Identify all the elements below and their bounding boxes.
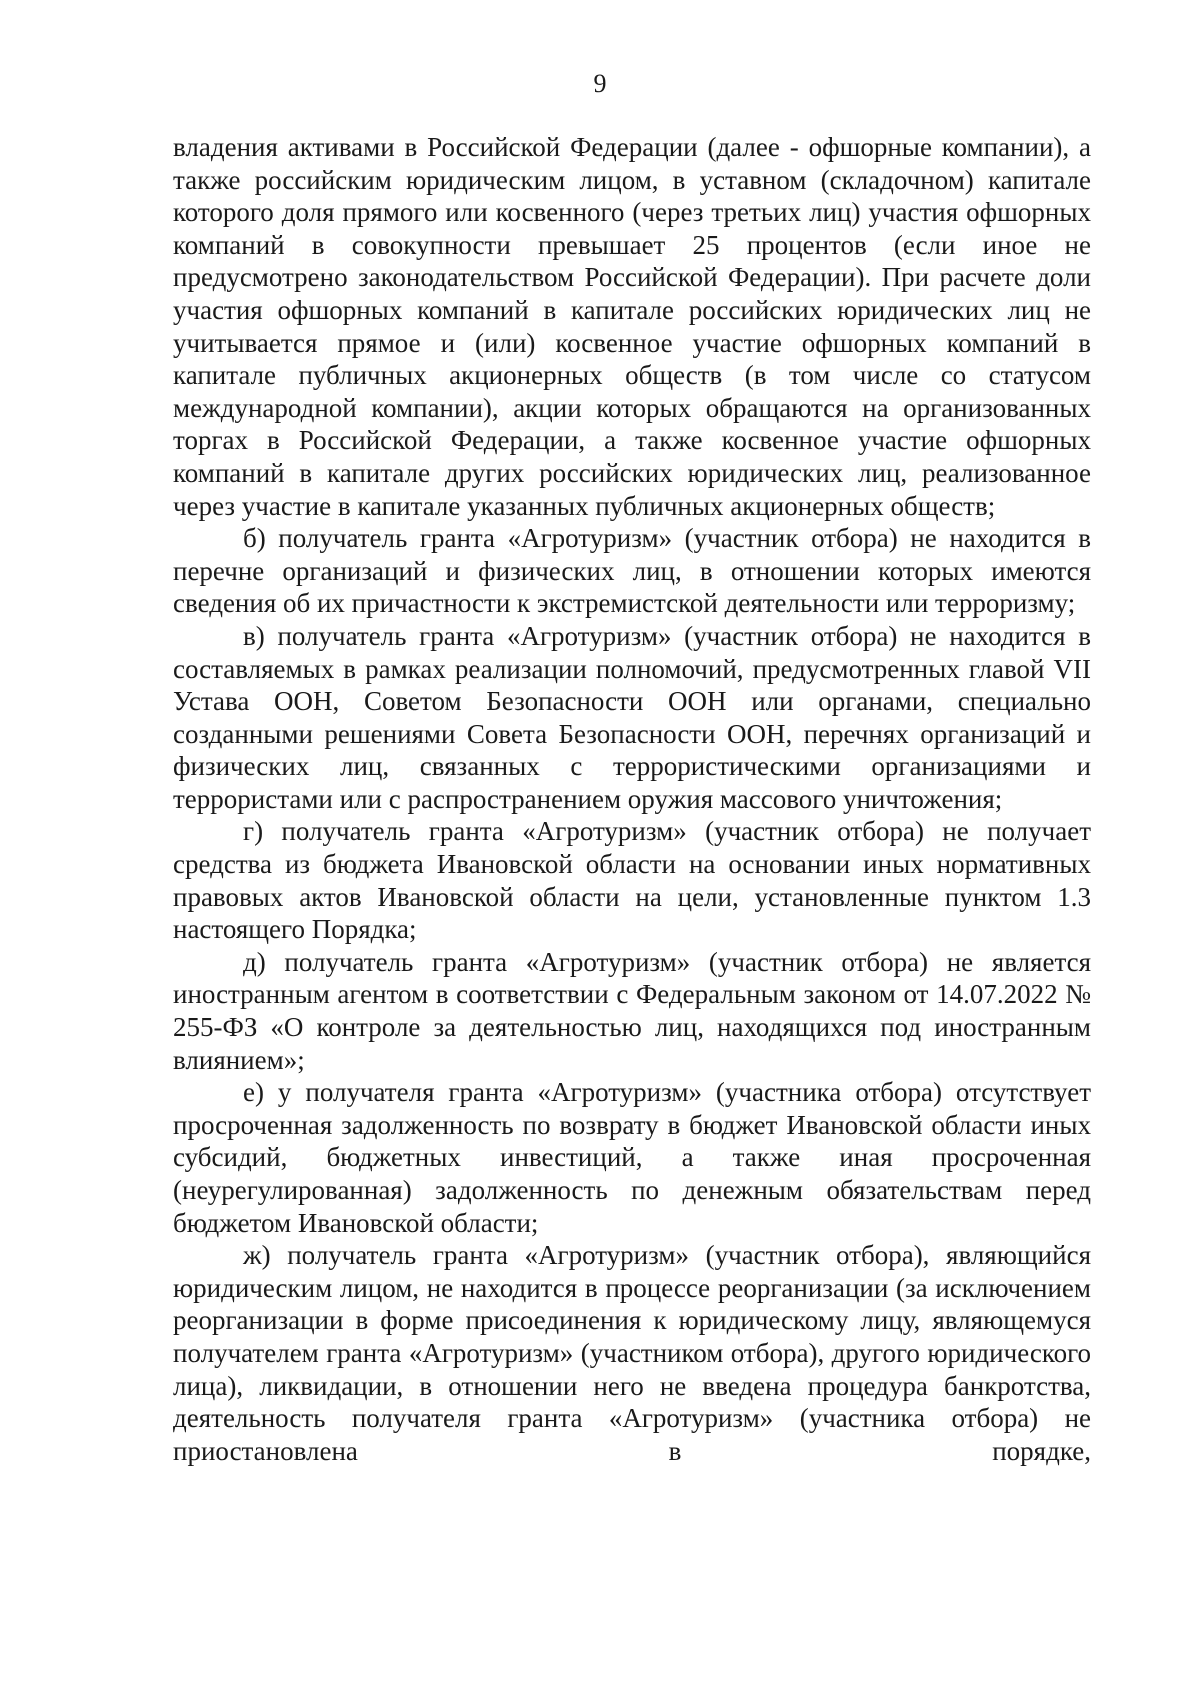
- page-number: 9: [593, 69, 607, 98]
- paragraph-e-overdue-debt: е) у получателя гранта «Агротуризм» (участника отбора) отсутствует просроченная задолженность по возврату в бюджет Ивановской области иных субсидий, бюджетных инвестиций, а также иная просроченная (неурегулированная) задолженность по денежным обязательствам перед бюджетом Ивановской области;: [173, 1077, 1091, 1238]
- paragraph-b-extremism: б) получатель гранта «Агротуризм» (участник отбора) не находится в перечне организаций и физических лиц, в отношении которых имеются сведения об их причастности к экстремистской деятельности или терроризму;: [173, 523, 1091, 619]
- paragraph-d-foreign-agent: д) получатель гранта «Агротуризм» (участник отбора) не является иностранным агентом в соответствии с Федеральным законом от 14.07.2022 № 255-ФЗ «О контроле за деятельностью лиц, находящихся под иностранным влиянием»;: [173, 946, 1091, 1075]
- paragraph-v-un-lists: в) получатель гранта «Агротуризм» (участник отбора) не находится в составляемых в рамках реализации полномочий, предусмотренных главой VII Устава ООН, Советом Безопасности ООН или органами, специально созданными решениями Совета Безопасности ООН, перечнях организаций и физических лиц, связанных с террористическими организациями и террористами или с распространением оружия массового уничтожения;: [173, 620, 1091, 814]
- document-body: [173, 131, 1091, 1467]
- paragraph-g-budget-funds: г) получатель гранта «Агротуризм» (участник отбора) не получает средства из бюджета Ивановской области на основании иных нормативных правовых актов Ивановской области на цели, установленные пунктом 1.3 настоящего Порядка;: [173, 816, 1091, 945]
- paragraph-zh-reorganization: ж) получатель гранта «Агротуризм» (участник отбора), являющийся юридическим лицом, не находится в процессе реорганизации (за исключением реорганизации в форме присоединения к юридическому лицу, являющемуся получателем гранта «Агротуризм» (участником отбора), другого юридического лица), ликвидации, в отношении него не введена процедура банкротства, деятельность получателя гранта «Агротуризм» (участника отбора) не приостановлена в порядке,: [173, 1240, 1091, 1466]
- paragraph-offshore-continuation: владения активами в Российской Федерации (далее - офшорные компании), а также российским юридическим лицом, в уставном (складочном) капитале которого доля прямого или косвенного (через третьих лиц) участия офшорных компаний в совокупности превышает 25 процентов (если иное не предусмотрено законодательством Российской Федерации). При расчете доли участия офшорных компаний в капитале российских юридических лиц не учитывается прямое и (или) косвенное участие офшорных компаний в капитале публичных акционерных обществ (в том числе со статусом международной компании), акции которых обращаются на организованных торгах в Российской Федерации, а также косвенное участие офшорных компаний в капитале других российских юридических лиц, реализованное через участие в капитале указанных публичных акционерных обществ;: [173, 132, 1091, 521]
